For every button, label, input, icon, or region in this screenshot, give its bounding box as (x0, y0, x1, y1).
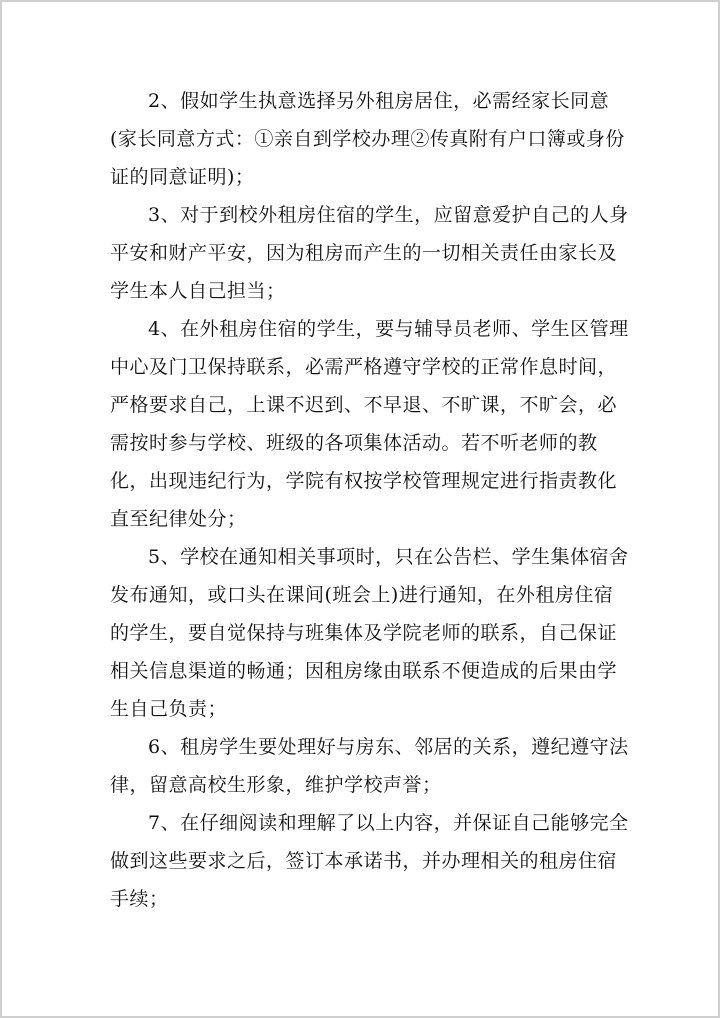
paragraph-item-6: 6、租房学生要处理好与房东、邻居的关系，遵纪遵守法律，留意高校生形象，维护学校声誉； (110, 736, 629, 796)
paragraph-item-2: 2、假如学生执意选择另外租房居住，必需经家长同意(家长同意方式：①亲自到学校办理②传真附有户口簿或身份证的同意证明)； (110, 90, 625, 188)
paragraph-item-7: 7、在仔细阅读和理解了以上内容，并保证自己能够完全做到这些要求之后，签订本承诺书，并办理相关的租房住宿手续； (110, 812, 629, 910)
paragraph-item-4: 4、在外租房住宿的学生，要与辅导员老师、学生区管理中心及门卫保持联系，必需严格遵守学校的正常作息时间，严格要求自己，上课不迟到、不早退、不旷课，不旷会，必需按时参与学校、班级的各项集体活动。若不听老师的教化，出现违纪行为，学院有权按学校管理规定进行指责教化直至纪律处分； (110, 318, 629, 530)
paragraph-item-5: 5、学校在通知相关事项时，只在公告栏、学生集体宿舍发布通知，或口头在课间(班会上)进行通知，在外租房住宿的学生，要自觉保持与班集体及学院老师的联系，自己保证相关信息渠道的畅通；因租房缘由联系不便造成的后果由学生自己负责； (110, 546, 629, 720)
paragraph-item-3: 3、对于到校外租房住宿的学生，应留意爱护自己的人身平安和财产平安，因为租房而产生的一切相关责任由家长及学生本人自己担当； (110, 204, 629, 302)
document-body (110, 82, 630, 918)
